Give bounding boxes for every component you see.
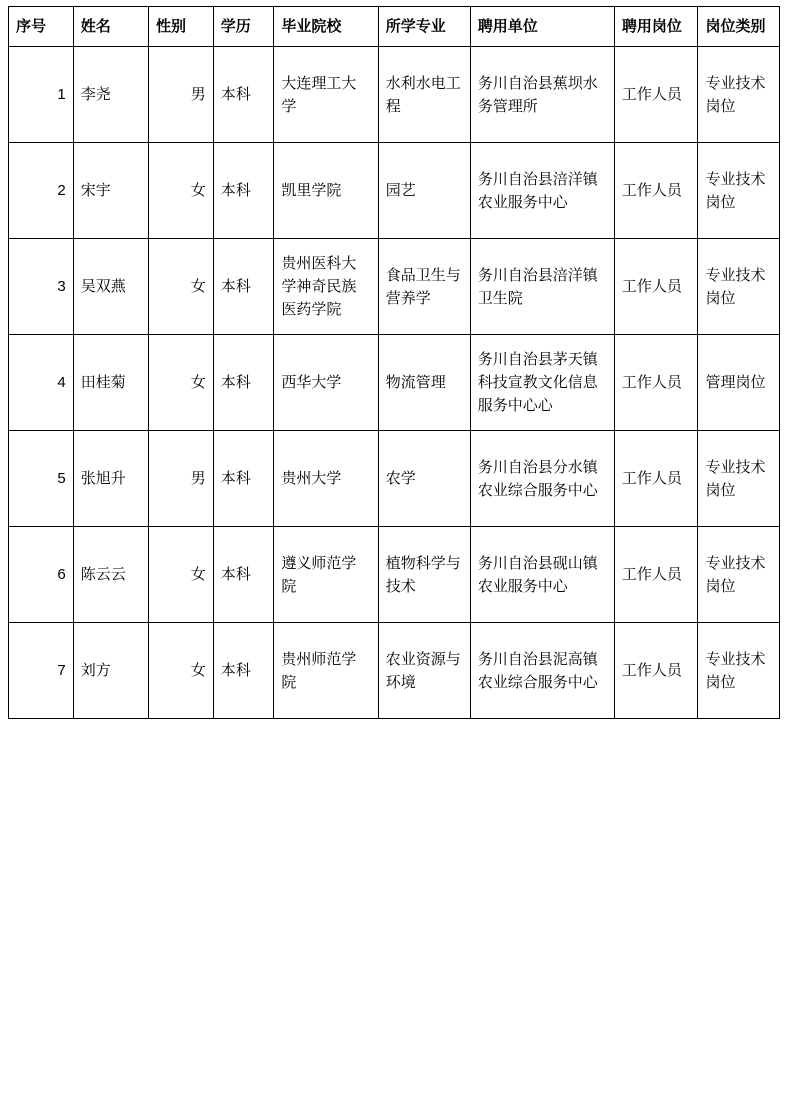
cell-type: 专业技术岗位: [698, 143, 780, 239]
cell-post: 工作人员: [614, 47, 698, 143]
cell-unit: 务川自治县茅天镇科技宣教文化信息服务中心心: [470, 335, 614, 431]
cell-unit: 务川自治县涪洋镇卫生院: [470, 239, 614, 335]
cell-education: 本科: [213, 335, 274, 431]
table-row: [9, 527, 780, 623]
cell-major: 农学: [378, 431, 470, 527]
column-header-post: 聘用岗位: [614, 7, 698, 47]
cell-index: 4: [9, 335, 74, 431]
cell-school: 遵义师范学院: [274, 527, 378, 623]
column-header-education: 学历: [213, 7, 274, 47]
cell-name: 吴双燕: [73, 239, 148, 335]
table-header: [9, 7, 780, 47]
cell-major: 物流管理: [378, 335, 470, 431]
cell-gender: 女: [148, 335, 213, 431]
cell-education: 本科: [213, 239, 274, 335]
table-header-row: [9, 7, 780, 47]
cell-school: 凯里学院: [274, 143, 378, 239]
column-header-index: 序号: [9, 7, 74, 47]
cell-major: 水利水电工程: [378, 47, 470, 143]
cell-type: 专业技术岗位: [698, 623, 780, 719]
cell-index: 2: [9, 143, 74, 239]
cell-name: 田桂菊: [73, 335, 148, 431]
table-row: [9, 335, 780, 431]
cell-name: 李尧: [73, 47, 148, 143]
cell-type: 专业技术岗位: [698, 527, 780, 623]
column-header-major: 所学专业: [378, 7, 470, 47]
cell-unit: 务川自治县蕉坝水务管理所: [470, 47, 614, 143]
table-body: [9, 47, 780, 719]
cell-type: 专业技术岗位: [698, 47, 780, 143]
cell-school: 贵州师范学院: [274, 623, 378, 719]
cell-gender: 女: [148, 623, 213, 719]
cell-education: 本科: [213, 143, 274, 239]
cell-post: 工作人员: [614, 143, 698, 239]
cell-name: 张旭升: [73, 431, 148, 527]
cell-school: 贵州大学: [274, 431, 378, 527]
cell-post: 工作人员: [614, 623, 698, 719]
cell-gender: 女: [148, 527, 213, 623]
cell-unit: 务川自治县涪洋镇农业服务中心: [470, 143, 614, 239]
table-row: [9, 47, 780, 143]
column-header-name: 姓名: [73, 7, 148, 47]
cell-school: 西华大学: [274, 335, 378, 431]
cell-major: 食品卫生与营养学: [378, 239, 470, 335]
cell-index: 3: [9, 239, 74, 335]
cell-name: 宋宇: [73, 143, 148, 239]
cell-gender: 女: [148, 239, 213, 335]
table-row: [9, 431, 780, 527]
cell-major: 农业资源与环境: [378, 623, 470, 719]
employment-roster-table: [8, 6, 780, 719]
cell-post: 工作人员: [614, 239, 698, 335]
cell-name: 陈云云: [73, 527, 148, 623]
cell-unit: 务川自治县泥高镇农业综合服务中心: [470, 623, 614, 719]
cell-major: 园艺: [378, 143, 470, 239]
cell-index: 7: [9, 623, 74, 719]
cell-type: 专业技术岗位: [698, 239, 780, 335]
cell-type: 管理岗位: [698, 335, 780, 431]
cell-type: 专业技术岗位: [698, 431, 780, 527]
table-row: [9, 623, 780, 719]
cell-name: 刘方: [73, 623, 148, 719]
cell-gender: 女: [148, 143, 213, 239]
cell-gender: 男: [148, 47, 213, 143]
cell-gender: 男: [148, 431, 213, 527]
column-header-gender: 性别: [148, 7, 213, 47]
cell-index: 6: [9, 527, 74, 623]
cell-education: 本科: [213, 623, 274, 719]
cell-education: 本科: [213, 431, 274, 527]
cell-index: 1: [9, 47, 74, 143]
cell-school: 大连理工大学: [274, 47, 378, 143]
cell-unit: 务川自治县砚山镇农业服务中心: [470, 527, 614, 623]
column-header-school: 毕业院校: [274, 7, 378, 47]
cell-education: 本科: [213, 47, 274, 143]
table-row: [9, 143, 780, 239]
cell-unit: 务川自治县分水镇农业综合服务中心: [470, 431, 614, 527]
table-row: [9, 239, 780, 335]
column-header-unit: 聘用单位: [470, 7, 614, 47]
cell-index: 5: [9, 431, 74, 527]
cell-post: 工作人员: [614, 431, 698, 527]
cell-post: 工作人员: [614, 527, 698, 623]
cell-major: 植物科学与技术: [378, 527, 470, 623]
cell-post: 工作人员: [614, 335, 698, 431]
column-header-type: 岗位类别: [698, 7, 780, 47]
cell-education: 本科: [213, 527, 274, 623]
cell-school: 贵州医科大学神奇民族医药学院: [274, 239, 378, 335]
